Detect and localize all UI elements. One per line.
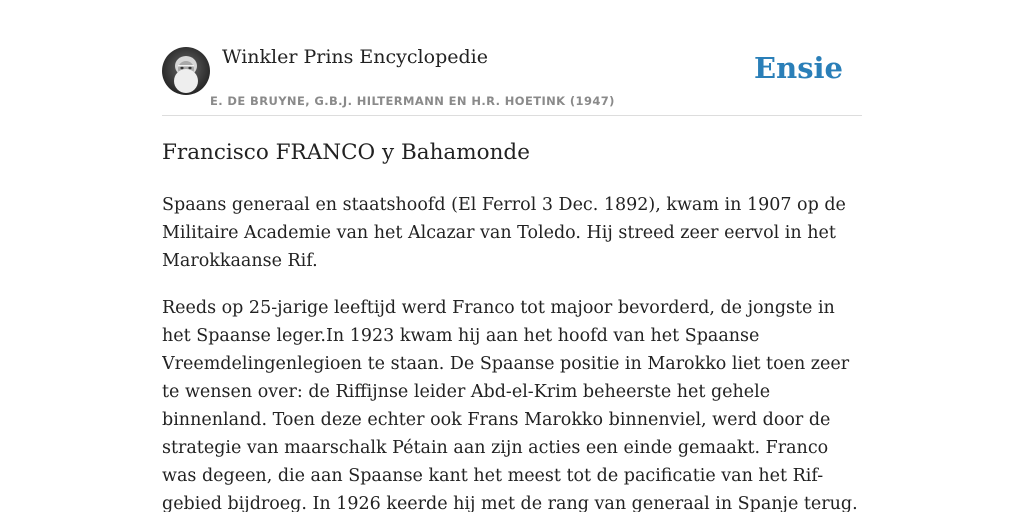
publication-title[interactable]: Winkler Prins Encyclopedie xyxy=(222,46,488,68)
page xyxy=(162,0,862,512)
article-paragraph: Spaans generaal en staatshoofd (El Ferrol 3 Dec. 1892), kwam in 1907 op de Militaire Academie van het Alcazar van Toledo. Hij streed zeer eervol in het Marokkaanse Rif. xyxy=(162,195,846,271)
publication-authors: E. DE BRUYNE, G.B.J. HILTERMANN EN H.R. HOETINK (1947) xyxy=(210,94,615,108)
author-avatar[interactable] xyxy=(162,47,210,95)
avatar-portrait-icon xyxy=(162,47,210,95)
article-body xyxy=(162,191,862,512)
article-paragraph: Reeds op 25-jarige leeftijd werd Franco tot majoor bevorderd, de jongste in het Spaanse leger.In 1923 kwam hij aan het hoofd van het Spaanse Vreemdelingenlegioen te staan. De Spaanse positie in Marokko liet toen zeer te wensen over: de Riffijnse leider Abd-el-Krim beheerste het gehele binnenland. Toen deze echter ook Frans Marokko binnenviel, werd door de strategie van maarschalk Pétain aan zijn acties een einde gemaakt. Franco was degeen, die aan Spaanse kant het meest tot de pacificatie van het Rif-gebied bijdroeg. In 1926 keerde hij met de rang van generaal in Spanje terug. xyxy=(162,298,858,512)
brand-logo[interactable]: Ensie xyxy=(754,51,843,85)
article-title: Francisco FRANCO y Bahamonde xyxy=(162,140,530,165)
header xyxy=(162,0,862,116)
